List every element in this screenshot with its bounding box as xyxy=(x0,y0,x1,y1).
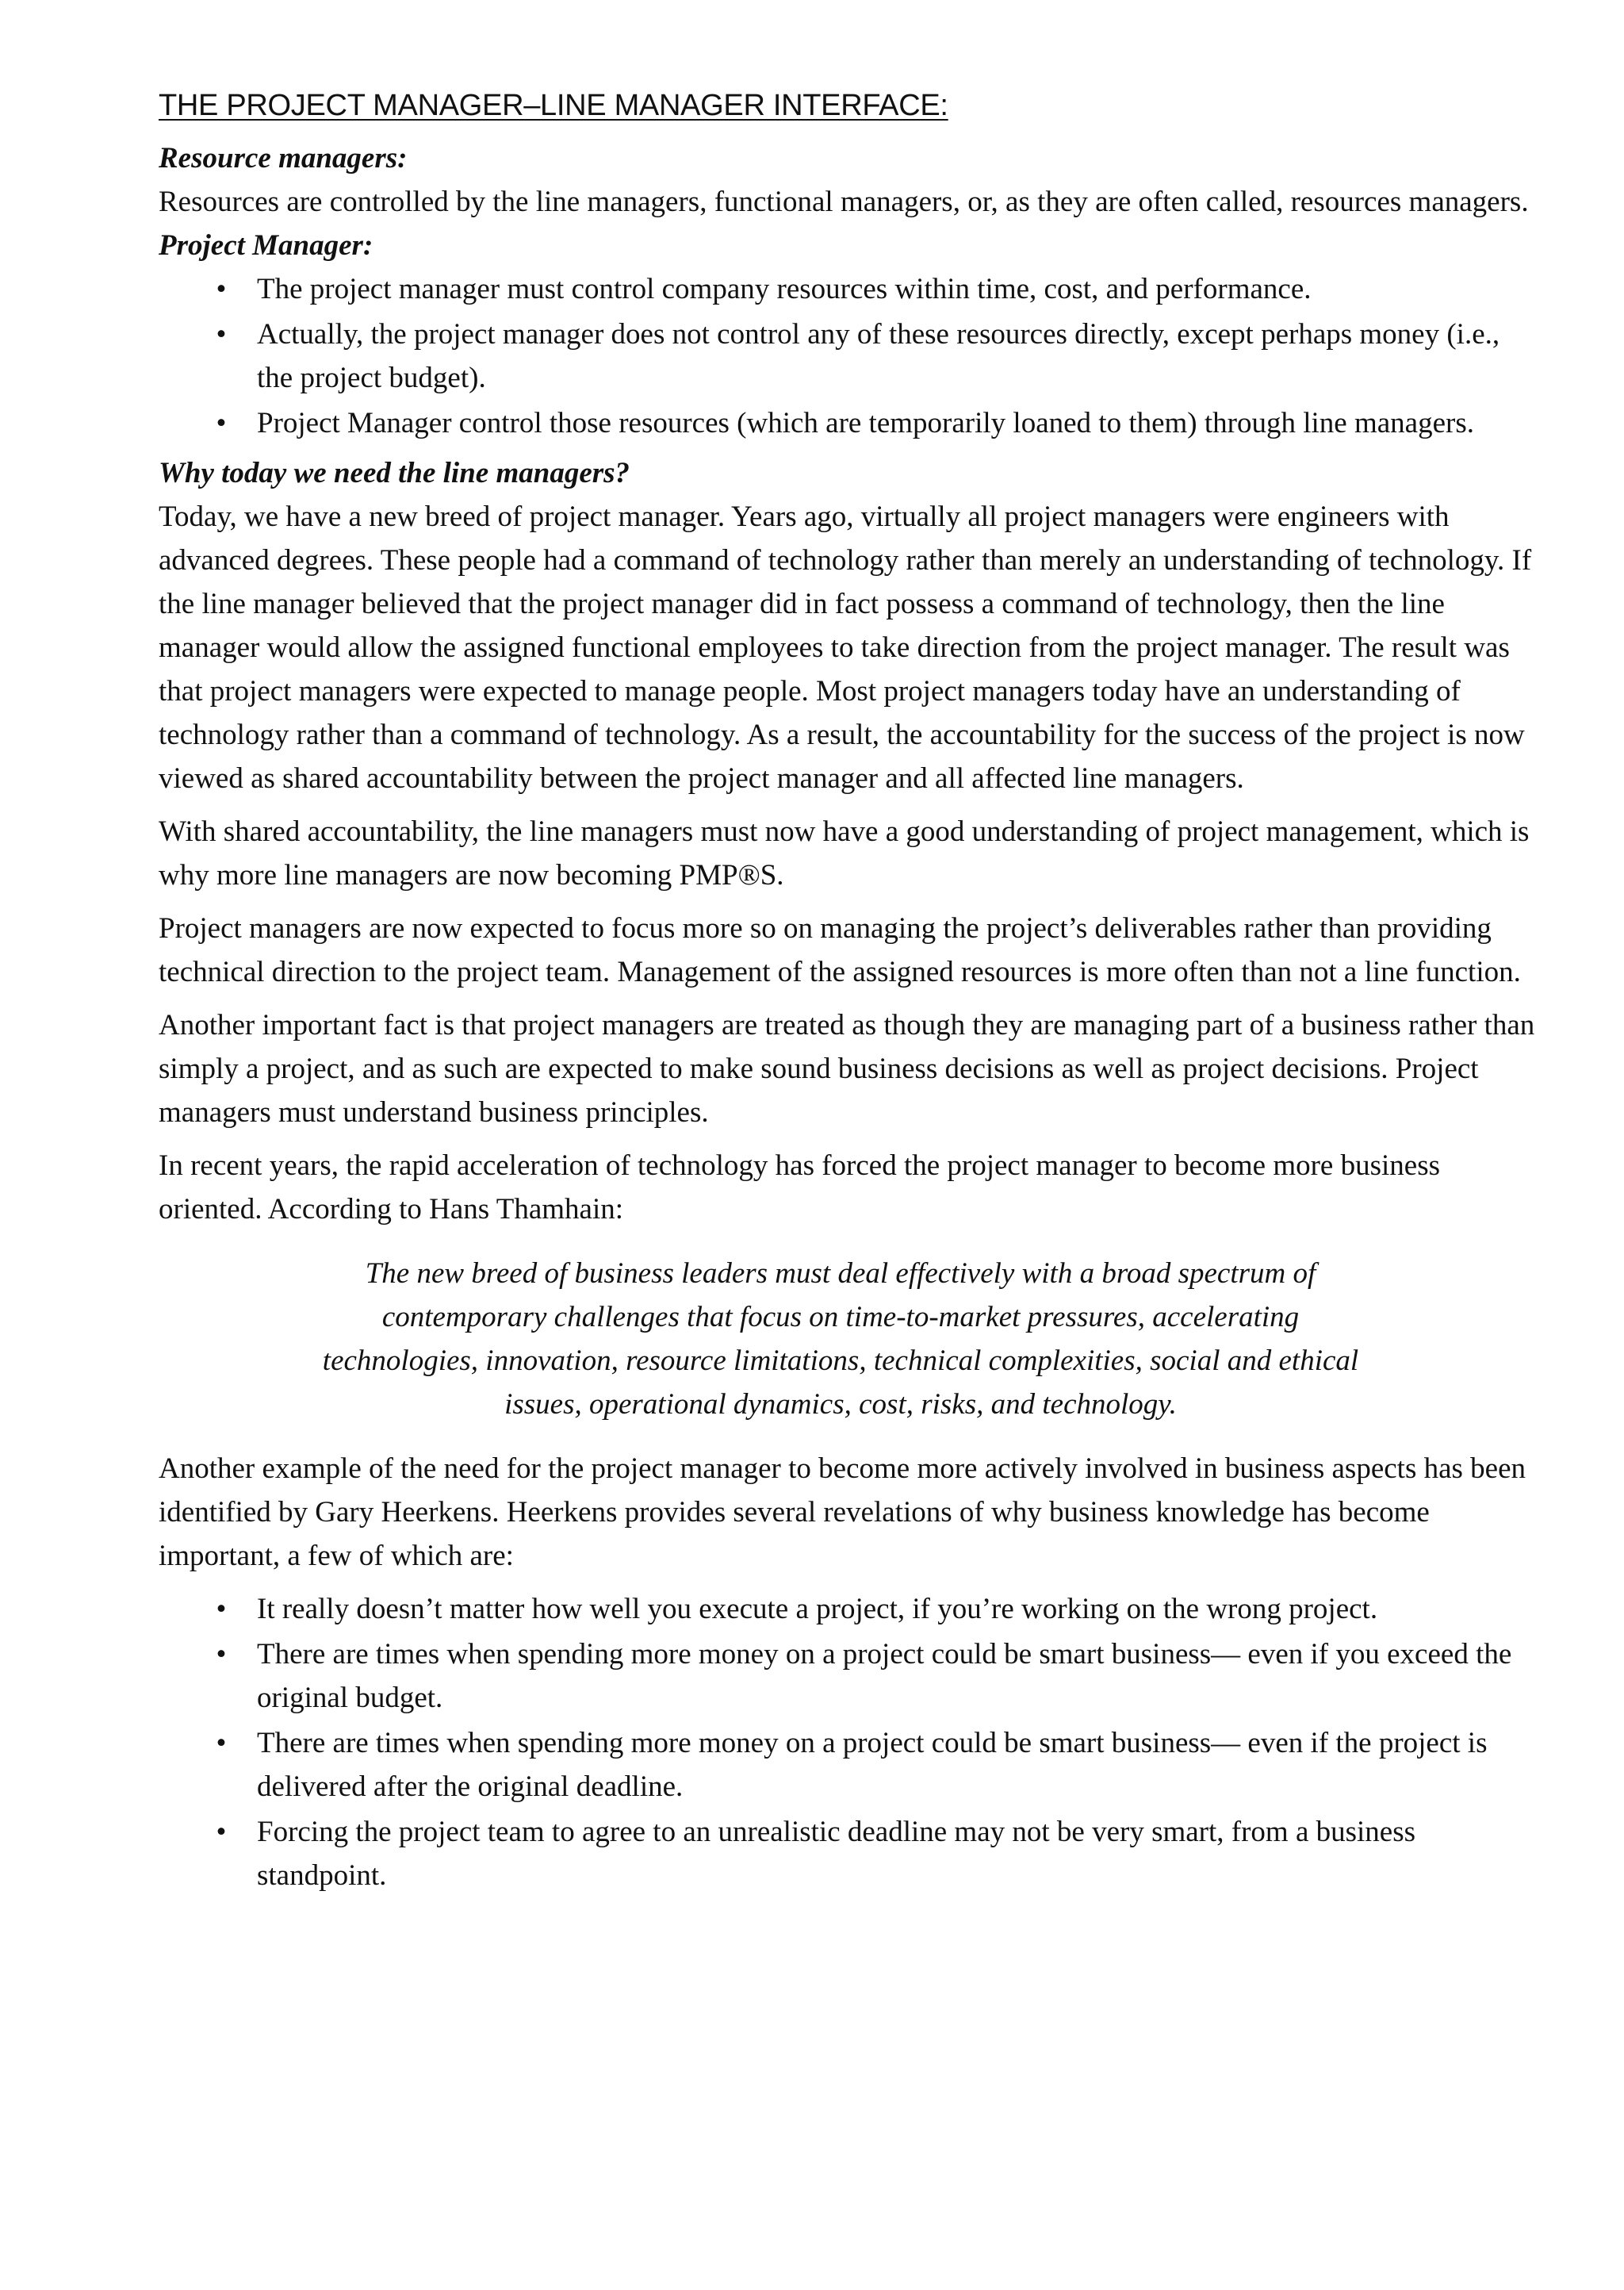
bullet-icon: • xyxy=(216,1593,227,1625)
list-item xyxy=(159,1721,1538,1809)
paragraph: Project managers are now expected to focus more so on managing the project’s deliverables rather than providing technical direction to the project team. Management of the assigned resources is more often than not a line function. xyxy=(159,912,1521,988)
list-item-text: Project Manager control those resources (which are temporarily loaned to them) through line managers. xyxy=(257,407,1474,439)
block-quote: The new breed of business leaders must deal effectively with a broad spectrum of contemporary challenges that focus on time-to-market pressures, accelerating technologies, innovation, resource limitations, technical complexities, social and ethical issues, operational dynamics, cost, risks, and technology. xyxy=(322,1257,1359,1421)
resource-managers-text: Resources are controlled by the line managers, functional managers, or, as they are often called, resources managers. xyxy=(159,186,1529,218)
list-item-text: Actually, the project manager does not control any of these resources directly, except perhaps money (i.e., the project budget). xyxy=(257,318,1500,394)
list-item xyxy=(159,1587,1538,1631)
paragraph: With shared accountability, the line managers must now have a good understanding of project management, which is why more line managers are now becoming PMP®S. xyxy=(159,815,1530,892)
paragraph: Today, we have a new breed of project manager. Years ago, virtually all project managers were engineers with advanced degrees. These people had a command of technology rather than merely an understanding of technology. If the line manager believed that the project manager did in fact possess a command of technology, then the line manager would allow the assigned functional employees to take direction from the project manager. The result was that project managers were expected to manage people. Most project managers today have an understanding of technology rather than a command of technology. As a result, the accountability for the success of the project is now viewed as shared accountability between the project manager and all affected line managers. xyxy=(159,501,1532,795)
project-manager-list xyxy=(159,267,1538,445)
bullet-icon: • xyxy=(216,273,227,305)
bullet-icon: • xyxy=(216,407,227,439)
list-item-text: There are times when spending more money on a project could be smart business— even if the project is delivered after the original deadline. xyxy=(257,1727,1488,1803)
list-item-text: Forcing the project team to agree to an unrealistic deadline may not be very smart, from a business standpoint. xyxy=(257,1816,1416,1892)
resource-managers-heading: Resource managers: xyxy=(159,142,408,175)
list-item-text: There are times when spending more money on a project could be smart business— even if you exceed the original budget. xyxy=(257,1638,1512,1714)
bullet-icon: • xyxy=(216,318,227,351)
list-item xyxy=(159,1810,1538,1897)
list-item xyxy=(159,401,1538,445)
paragraph: Another example of the need for the project manager to become more actively involved in business aspects has been identified by Gary Heerkens. Heerkens provides several revelations of why business knowledge has become important, a few of which are: xyxy=(159,1452,1526,1572)
list-item xyxy=(159,1632,1538,1720)
list-item xyxy=(159,267,1538,311)
bullet-icon: • xyxy=(216,1727,227,1759)
list-item-text: It really doesn’t matter how well you execute a project, if you’re working on the wrong project. xyxy=(257,1593,1378,1625)
why-heading: Why today we need the line managers? xyxy=(159,457,630,489)
list-item-text: The project manager must control company resources within time, cost, and performance. xyxy=(257,273,1312,305)
business-list xyxy=(159,1587,1538,1897)
paragraph: Another important fact is that project managers are treated as though they are managing part of a business rather than simply a project, and as such are expected to make sound business decisions as well as project decisions. Project managers must understand business principles. xyxy=(159,1009,1535,1129)
bullet-icon: • xyxy=(216,1638,227,1671)
paragraph: In recent years, the rapid acceleration of technology has forced the project manager to become more business oriented. According to Hans Thamhain: xyxy=(159,1149,1441,1226)
bullet-icon: • xyxy=(216,1816,227,1848)
page-title: THE PROJECT MANAGER–LINE MANAGER INTERFACE: xyxy=(159,89,948,122)
project-manager-heading: Project Manager: xyxy=(159,229,373,262)
document-content xyxy=(159,86,1538,1904)
list-item xyxy=(159,313,1538,400)
